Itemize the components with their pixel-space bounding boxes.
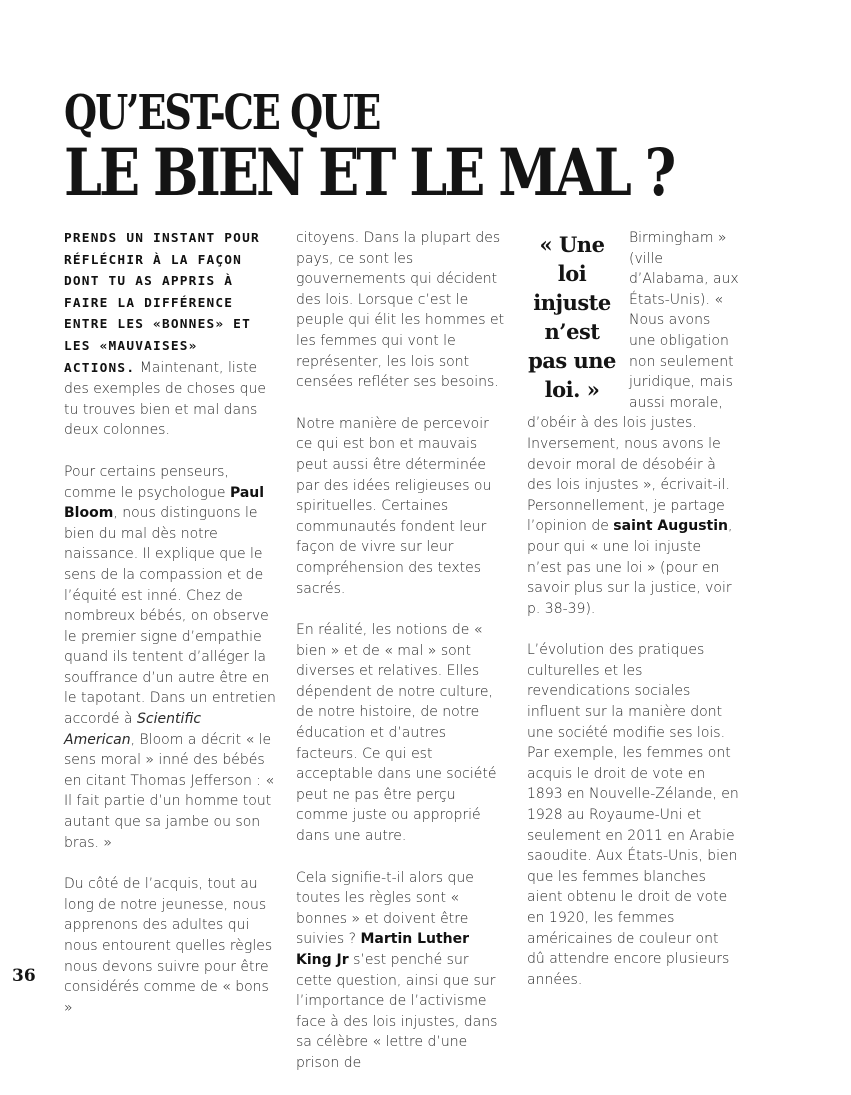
column-1: [64, 228, 276, 1039]
name-saint-augustin: saint Augustin: [613, 518, 728, 535]
intro-paragraph: [64, 228, 276, 441]
column-3: [527, 228, 739, 1011]
intro-rest: Maintenant, liste des exemples de choses que tu trouves bien et mal dans deux colonnes.: [64, 359, 266, 439]
relativity-paragraph: En réalité, les notions de « bien » et de « mal » sont diverses et relatives. Elles dépendent de notre culture, de notre histoire, de notre éducation et d’autres facteurs. Ce qui est acceptable dans une société peut ne pas être perçu comme juste ou approprié dans une autre.: [296, 622, 497, 845]
name-paul-bloom: Paul Bloom: [64, 484, 265, 522]
evolution-paragraph: L’évolution des pratiques culturelles et les revendications sociales influent sur la manière dont une société modifie ses lois. Par exemple, les femmes ont acquis le droit de vote en 1893 en Nouvelle-Zélande, en 1928 au Royaume-Uni et seulement en 2011 en Arabie saoudite. Aux États-Unis, bien que les femmes blanches aient obtenu le droit de vote en 1920, les femmes américaines de couleur ont dû attendre encore plusieurs années.: [527, 642, 739, 988]
name-mlk: Martin Luther King Jr: [296, 931, 470, 968]
page-number: 36: [12, 966, 36, 986]
perception-paragraph: Notre manière de percevoir ce qui est bon et mauvais peut aussi être déterminée par des idées religieuses ou spirituelles. Certaines communautés fondent leur façon de vivre sur leur compréhension des textes sacrés.: [296, 415, 492, 597]
pull-quote: « Une loi injuste n’est pas une loi. »: [528, 232, 616, 402]
lead-in-caps: PRENDS UN INSTANT POUR RÉFLÉCHIR À LA FAÇON DONT TU AS APPRIS À FAIRE LA DIFFÉRENCE ENTRE LES «BONNES» ET LES «MAUVAISES» ACTIONS.: [64, 231, 260, 376]
mlk-text-a: Cela signifie-t-il alors que toutes les règles sont « bonnes » et doivent être suivies ?: [296, 869, 474, 948]
citoyens-paragraph: citoyens. Dans la plupart des pays, ce sont les gouvernements qui décident des lois. Lorsque c’est le peuple qui élit les hommes et les femmes qui vont le représenter, les lois sont censées refléter ses besoins.: [296, 230, 505, 391]
bloom-paragraph: [64, 462, 276, 853]
column-2: [296, 228, 508, 1095]
bloom-text-b: , nous distinguons le bien du mal dès notre naissance. Il explique que le sens de la compassion et de l’équité est inné. Chez de nombreux bébés, on observe le premier signe d’empathie quand ils tentent d’alléger la souffrance d’un autre être en le tapotant. Dans un entretien accordé à: [64, 505, 276, 728]
mlk-text-b: s’est penché sur cette question, ainsi que sur l’importance de l’activisme face à des lois injustes, dans sa célèbre « lettre d’une prison de: [296, 952, 498, 1071]
birmingham-text-b: , pour qui « une loi injuste n’est pas une loi » (pour en savoir plus sur la justice, voir p. 38-39).: [527, 518, 733, 617]
magazine-title: Scientific American: [64, 711, 202, 748]
title-line-2: LE BIEN ET LE MAL ?: [64, 134, 674, 211]
mlk-paragraph: [296, 868, 508, 1074]
acquis-paragraph: Du côté de l’acquis, tout au long de notre jeunesse, nous apprenons des adultes qui nous entourent quelles règles nous devons suivre pour être considérés comme de « bons »: [64, 876, 273, 1016]
title-line-1: QU’EST-CE QUE: [64, 84, 380, 141]
birmingham-text-a: Birmingham » (ville d’Alabama, aux États-Unis). « Nous avons une obligation non seulement juridique, mais aussi morale, d’obéir à des lois justes. Inversement, nous avons le devoir moral de désobéir à des lois injustes », écrivait-il. Personnellement, je partage l’opinion de: [527, 230, 739, 535]
bloom-text-c: , Bloom a décrit « le sens moral » inné des bébés en citant Thomas Jefferson : « Il fait partie d’un homme tout autant que sa jambe ou son bras. »: [64, 731, 275, 851]
bloom-text-a: Pour certains penseurs, comme le psychologue: [64, 463, 230, 501]
